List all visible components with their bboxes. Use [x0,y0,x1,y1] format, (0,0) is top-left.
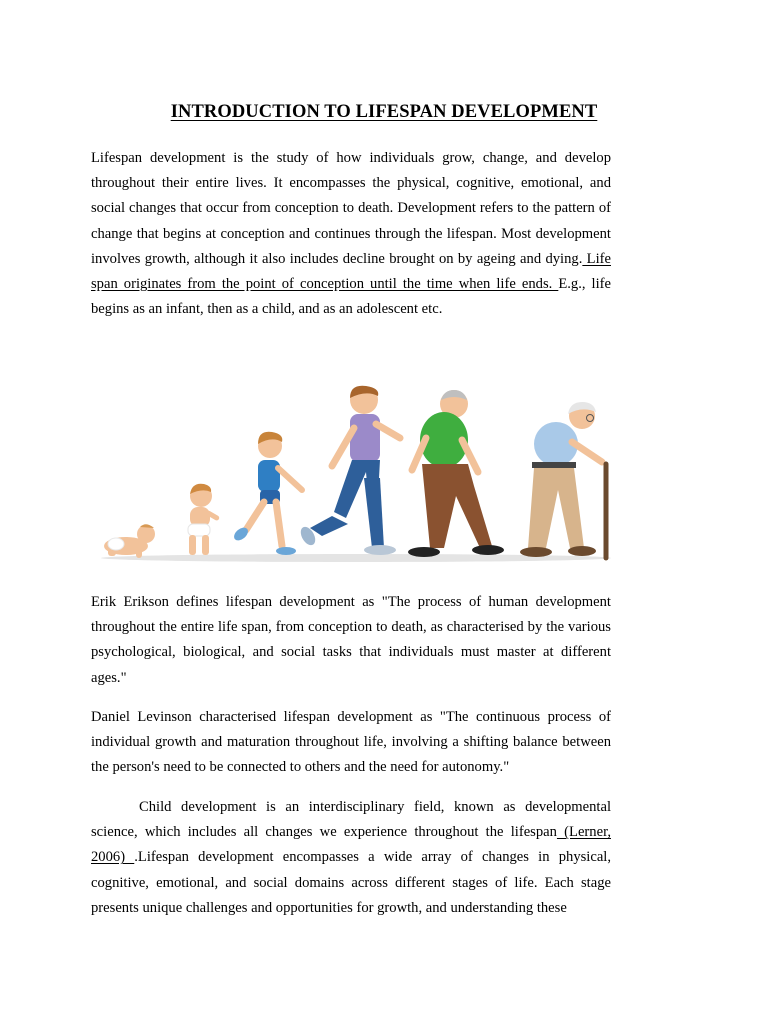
paragraph-levinson: Daniel Levinson characterised lifespan development as "The continuous process of individual growth and maturation throughout life, involving a shifting balance between the person's need to be connected to others and the need for autonomy." [91,709,611,776]
figure-child [232,432,302,555]
intro-text: Lifespan development is the study of how individuals grow, change, and develop throughout their entire lives. It encompasses the physical, cognitive, emotional, and social changes that occur from conception to death. Development refers to the pattern of change that begins at conception and continues through the lifespan. Most development involves growth, although it also includes decline brought on by ageing and dying. [91,150,611,267]
paragraph-child-development [91,795,611,921]
paragraph-intro [91,146,611,322]
paragraph-erikson: Erik Erikson defines lifespan development as "The process of human development throughout the entire life span, from conception to death, as characterised by the various psychological, biological, and social tasks that individuals must master at different ages." [91,594,611,686]
figure-middle-aged [408,390,504,557]
citation-lerner: (Lerner, 2006) [91,824,611,866]
child-dev-text: Child development is an interdisciplinary field, known as developmental science, which includes all changes we experience throughout the lifespan [91,799,611,841]
figure-young-adult [298,386,400,555]
figure-toddler [188,484,220,555]
child-dev-text-end: .Lifespan development encompasses a wide array of changes in physical, cognitive, emotional, and social domains across different stages of life. Each stage presents unique challenges and opportunities for growth, and understanding these [91,849,612,916]
intro-underlined-text: Life span originates from the point of conception until the time when life ends. [91,250,611,293]
lifespan-stages-illustration [96,378,616,564]
document-title: INTRODUCTION TO LIFESPAN DEVELOPMENT [170,102,598,122]
intro-text-end: E.g., life begins as an infant, then as a child, and as an adolescent etc. [91,276,611,318]
figure-elderly [520,402,606,558]
figure-infant [104,524,155,558]
